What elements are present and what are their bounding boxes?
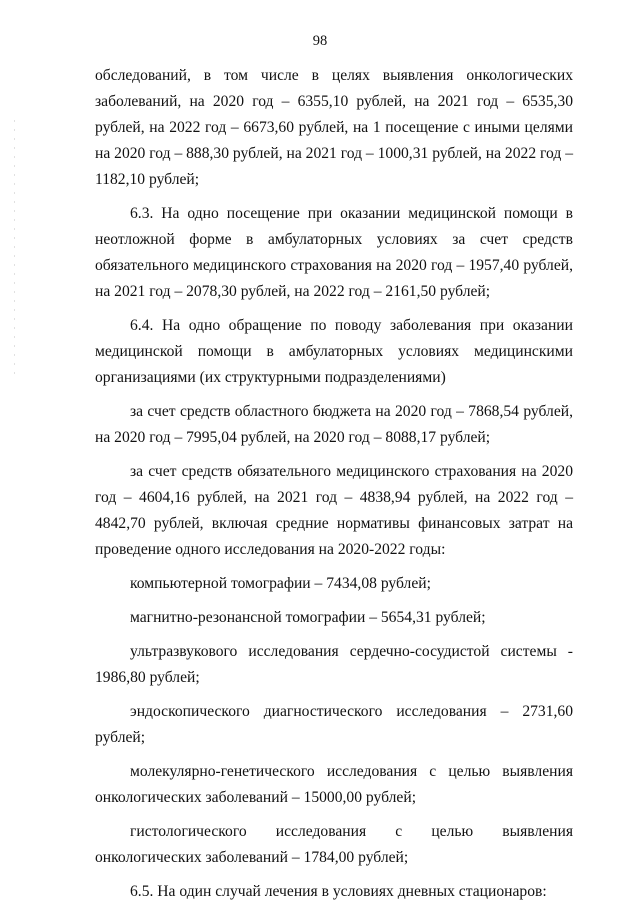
- paragraph-1: обследований, в том числе в целях выявления онкологических заболеваний, на 2020 год – 6355,10 рублей, на 2021 год – 6535,30 рублей, на 2022 год – 6673,60 рублей, на 1 посещение с иными целями на 2020 год – 888,30 рублей, на 2021 год – 1000,31 рублей, на 2022 год – 1182,10 рублей;: [95, 67, 574, 188]
- document-body: [95, 63, 573, 905]
- paragraph-regional-budget: за счет средств областного бюджета на 2020 год – 7868,54 рублей, на 2020 год – 7995,04 рублей, на 2020 год – 8088,17 рублей;: [95, 403, 573, 446]
- paragraph-6-4: 6.4. На одно обращение по поводу заболевания при оказании медицинской помощи в амбулаторных условиях медицинскими организациями (их структурными подразделениями): [95, 317, 573, 386]
- item-ct: компьютерной томографии – 7434,08 рублей;: [130, 575, 431, 592]
- paragraph-6-5: 6.5. На один случай лечения в условиях дневных стационаров:: [130, 883, 547, 900]
- paragraph-6-3: 6.3. На одно посещение при оказании медицинской помощи в неотложной форме в амбулаторных условиях за счет средств обязательного медицинского страхования на 2020 год – 1957,40 рублей, на 2021 год – 2078,30 рублей, на 2022 год – 2161,50 рублей;: [95, 205, 573, 300]
- page-number: 98: [312, 33, 328, 49]
- item-mri: магнитно-резонансной томографии – 5654,31 рублей;: [130, 609, 486, 626]
- scan-edge-artifact: [14, 120, 15, 380]
- item-molecular-genetic: молекулярно-генетического исследования с целью выявления онкологических заболеваний – 15000,00 рублей;: [95, 763, 573, 806]
- item-endoscopy: эндоскопического диагностического исследования – 2731,60 рублей;: [95, 703, 573, 746]
- paragraph-oms: за счет средств обязательного медицинского страхования на 2020 год – 4604,16 рублей, на 2021 год – 4838,94 рублей, на 2022 год – 4842,70 рублей, включая средние нормативы финансовых затрат на проведение одного исследования на 2020-2022 годы:: [95, 463, 573, 558]
- item-histology: гистологического исследования с целью выявления онкологических заболеваний – 1784,00 рублей;: [95, 823, 573, 866]
- item-ultrasound: ультразвукового исследования сердечно-сосудистой системы - 1986,80 рублей;: [95, 643, 573, 686]
